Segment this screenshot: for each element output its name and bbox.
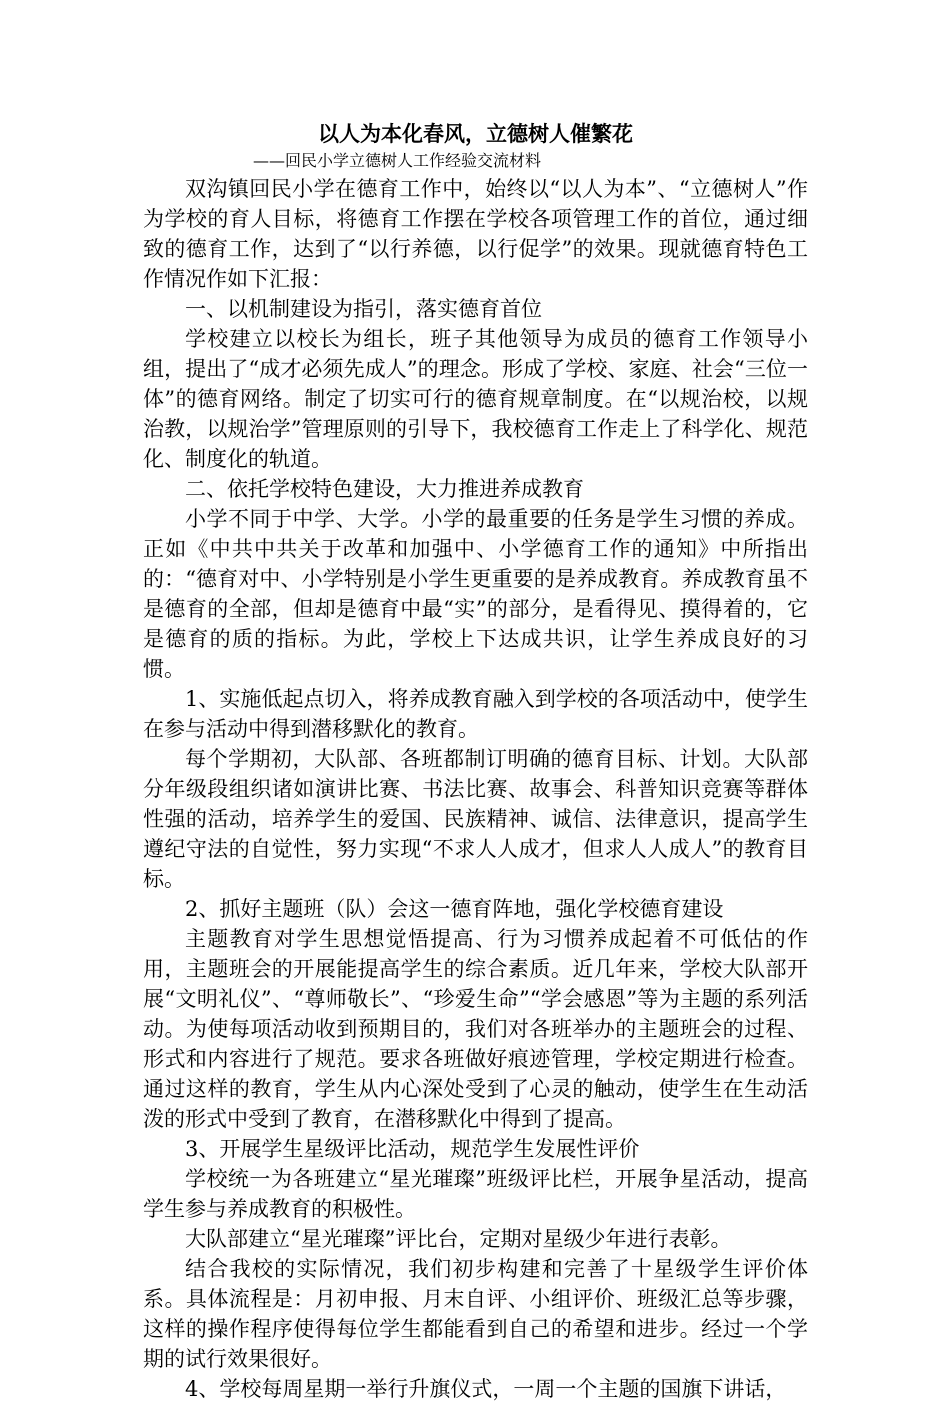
subsection-heading-1: 1、实施低起点切入，将养成教育融入到学校的各项活动中，使学生在参与活动中得到潜移默化的教育。 (143, 687, 808, 741)
section-heading-1: 一、以机制建设为指引，落实德育首位 (185, 297, 542, 321)
paragraph: 大队部建立“星光璀璨”评比台，定期对星级少年进行表彰。 (185, 1227, 732, 1251)
subsection-heading-4: 4、学校每周星期一举行升旗仪式，一周一个主题的国旗下讲话， (185, 1377, 787, 1401)
document-page (143, 118, 808, 1404)
paragraph: 学校建立以校长为组长，班子其他领导为成员的德育工作领导小组，提出了“成才必须先成人”的理念。形成了学校、家庭、社会“三位一体”的德育网络。制定了切实可行的德育规章制度。在“以规治校，以规治教，以规治学”管理原则的引导下，我校德育工作走上了科学化、规范化、制度化的轨道。 (143, 327, 808, 471)
paragraph: 主题教育对学生思想觉悟提高、行为习惯养成起着不可低估的作用，主题班会的开展能提高学生的综合素质。近几年来，学校大队部开展“文明礼仪”、“尊师敬长”、“珍爱生命”“学会感恩”等为主题的系列活动。为使每项活动收到预期目的，我们对各班举办的主题班会的过程、形式和内容进行了规范。要求各班做好痕迹管理，学校定期进行检查。通过这样的教育，学生从内心深处受到了心灵的触动，使学生在生动活泼的形式中受到了教育，在潜移默化中得到了提高。 (143, 927, 808, 1131)
paragraph: 学校统一为各班建立“星光璀璨”班级评比栏，开展争星活动，提高学生参与养成教育的积极性。 (143, 1167, 808, 1221)
paragraph: 小学不同于中学、大学。小学的最重要的任务是学生习惯的养成。正如《中共中共关于改革和加强中、小学德育工作的通知》中所指出的：“德育对中、小学特别是小学生更重要的是养成教育。养成教育虽不是德育的全部，但却是德育中最“实”的部分，是看得见、摸得着的，它是德育的质的指标。为此，学校上下达成共识，让学生养成良好的习惯。 (143, 507, 808, 681)
subsection-heading-2: 2、抓好主题班（队）会这一德育阵地，强化学校德育建设 (185, 897, 724, 921)
subsection-heading-3: 3、开展学生星级评比活动，规范学生发展性评价 (185, 1137, 640, 1161)
paragraph: 结合我校的实际情况，我们初步构建和完善了十星级学生评价体系。具体流程是：月初申报、月末自评、小组评价、班级汇总等步骤，这样的操作程序使得每位学生都能看到自己的希望和进步。经过一个学期的试行效果很好。 (143, 1257, 808, 1371)
document-title: 以人为本化春风，立德树人催繁花 (318, 121, 633, 146)
document-subtitle: ——回民小学立德树人工作经验交流材料 (253, 151, 542, 170)
section-heading-2: 二、依托学校特色建设，大力推进养成教育 (185, 477, 584, 501)
paragraph-intro: 双沟镇回民小学在德育工作中，始终以“以人为本”、“立德树人”作为学校的育人目标，将德育工作摆在学校各项管理工作的首位，通过细致的德育工作，达到了“以行养德，以行促学”的效果。现就德育特色工作情况作如下汇报： (143, 177, 808, 291)
paragraph: 每个学期初，大队部、各班都制订明确的德育目标、计划。大队部分年级段组织诸如演讲比赛、书法比赛、故事会、科普知识竞赛等群体性强的活动，培养学生的爱国、民族精神、诚信、法律意识，提高学生遵纪守法的自觉性，努力实现“不求人人成才，但求人人成人”的教育目标。 (143, 747, 808, 891)
